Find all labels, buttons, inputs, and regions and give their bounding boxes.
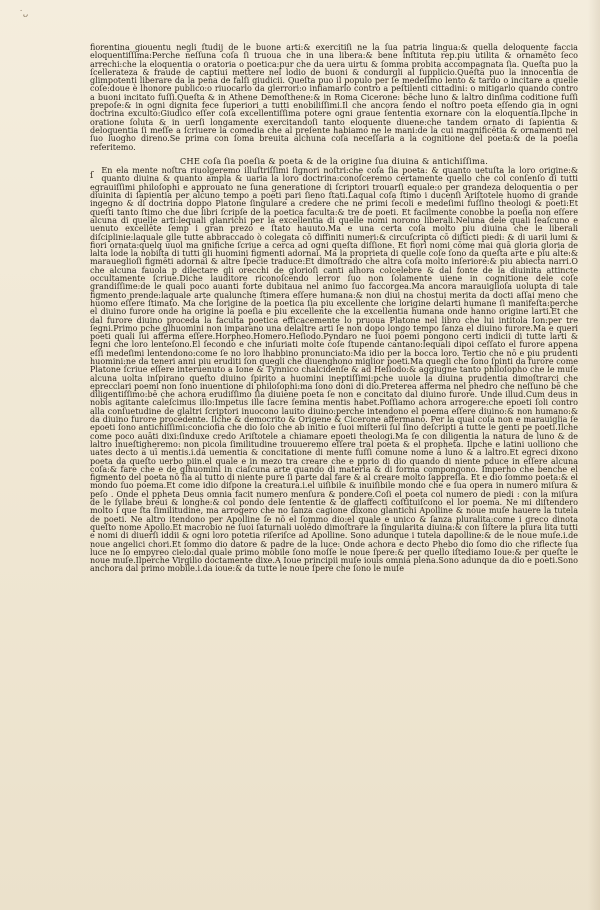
paragraph-1: fiorentina giouentu negli ſtudij de le buone arti:& exercitiſi ne la ſua patria lingua:& quella deloquente faccia eloquentiſſima:Perche neſſuna coſa ſi truoua che in una libera:& bene inſtituta rep.piu utilita & ornamēto ſeco arrechi:che la eloquentia o oratoria o poetica:pur che da uera uirtu & ſomma probita accompagnata ſia. Queſta puo la ſcellerateza & fraude de captiui mettere nel lodio de buoni & condurgli al ſupplicio.Queſta puo la innocentia de glimpotenti liberare da la pena de falſi giudicii. Queſta puo il populo per ſe medeſimo lento & tardo o incitare a quelle coſe:doue è lhonore publico:o riuocarlo da glerrori:o infiamarlo contro a peſtilenti cittadini: o mitigarlo quando contro a buoni incitato fuſſi.Queſta & in Athene Demoſthene:& in Roma Cicerone: bēche luno & laltro dinſima coditione fuſſi prepoſe:& in ogni dignita fece ſuperiori a tutti enobiliſſimi.Il che ancora ſendo el noſtro poeta eſſendo gia in ogni doctrina exculto:Giudico eſſer coſa excellentiſſima potere ogni graue ſententia exornare con la eloquentia.Ilpche in oratione ſoluta & in uerſi longamente exercitandoſi tanto eloquente diuene:che tandem ornato di ſapientia & deloquentia ſi meſſe a ſcriuere la comedia che al preſente habiamo ne le mani:de la cui magnificētia & ornamenti nel ſuo luogho direno.Se prima con ſoma breuita alchuna coſa neceſſaria a la cognitione del poeta:& de la poeſia referitemo.	[90, 43, 578, 152]
paragraph-2: En ela mente noſtra riuolgeremo illuſtriſſimi ſignori noſtri:che coſa ſia poeta: & quanto uetuſta la loro origine:& quanto diuina & quanto ampla & uaria la loro doctrina:conoſceremo certamente quello che col conſenſo di tutti egrauiſſimi philoſophi e approuato ne ſuna generatione di ſcriptori trouarſi equale:o per grandeza deloquentia o per diuinita di ſapientia per alcuno tempo a poeti pari ſieno ſtati.Laqual coſa ſtimo i ducenſi Ariſtotele huomo di grande ingegno & di doctrina doppo Platone ſingulare a credere che ne primi ſecoli e medeſimi fuſſino theologi & poeti:Et queſti tanto ſtimo che due libri ſcripſe de la poetica faculta:& tre de poeti. Et facilmente conobbe la poeſia non eſſere alcuna di quelle arti:lequali glanrichi per la excellentia di quelle nomi norono liberali.Neluna dele quali ſeaſcuno e uenuto excellēte ſemp i gran prezo e ſtato hauuto.Ma e una certa coſa molto piu diuina che le liberali diſciplinie:laquale glle tutte abbraccado ò colegata cō diffiniti numeri:& circuſcripta cō diſtīcti piedi: & di uarii lumi & fiori ornata:quelq uuol ma gnifiche ſcriue a cerca ad ogni queſta diſſione. Et fiori nomi cōme mai quā gloria gloria de lalta lode la nobilta di tutti gli huomini figmenti adornai. Ma la proprieta di quelle coſe ſono da queſta arte e piu alte:& maraueglioſi figmēti adornai & altre ſpecie traduce:Et dimoſtrado che altra coſa molto inſeriore:& piu abiecta narri.O che alcuna fauola p dilectare gli orecchi de glorioſi canti alhora colcelebre & dal fonte de la diuinita attincte occultamente ſcriue.Diche lauditore riconoſcendo lerror ſuo non ſolamente uiene in cognitione dele coſe grandiſſime:de le quali poco auanti forte dubitaua nel animo ſuo faccorgea.Ma ancora marauiglioſa uolupta di tale figmento prende:laquale arte qualunche ſtimera eſſere humana:& non diui na chostui merita da docti aſſai meno che huomo eſſere ſtimato. Ma che lorigine de la poetica ſia piu excellente che lorigine delarti humane ſi manifeſta:perche el diuino furore onde ha origine la poeſia e piu excellente che la excellentia humana onde hanno origine larti.Et che dal furore diuino proceda la faculta poetica efficacemente lo pruoua Platone nel libro che lui intitola Ion:per tre ſegni.Primo pche glhuomini non imparano una delaltre arti ſe non dopo longo tempo ſanza el diuino furore.Ma e queri poeti quali lui afferma eſſere.Horpheo.Homero.Heſiodo.Pyndaro ne ſuoi poemi pongono certi indicii di tutte larti & ſegni che loro lenteſono.El ſecondo e che inſuriati molte coſe ſtupende cantano:lequali dipoi ceſſato el furore appena eſſi medeſimi lentendono:come ſe no loro lhabbino pronunciato:Ma idio per la bocca loro. Tertio che nō e piu prudenti huomini:ne da teneri anni piu eruditi ſon quegli che diuenghono miglior poeti.Ma quegli che ſono ſpinti da furore come Platone ſcriue eſſere interuenuto a Ione & Tynnico chalcidenſe & ad Heſiodo:& aggiugne tanto philoſopho che le muſe alcuna uolta inſpirano queſto diuino ſpirito a huomini ineptiſſimi:pche uuole la diuina prudentia dimoſtrarci che eprecclari poemi non ſono inuentione di philoſophi:ma ſono doni di dio.Preterea afferma nel phedro che neſſuno bē che diligentiſſimo:bē che achora erudiſſimo ſia diuiene poeta ſe non e concitato dal diuino furore. Unde illud.Cum deus in nobis agitante caleſcimus illo:Impetus ille ſacre ſemina mentis habet.Poſſiamo achora arrogere:che epoeti ſoli contro alla conſuetudine de glaltri ſcriptori inuocono lauito diuino:perche intendono el poema eſſere diuino:& non humano:& da diuino furore procedente. Ilche & democrito & Origene & Cicerone affermano. Per la qual coſa non e marauiglia ſe epoeti ſono antichiſſimi:conciofia che dio ſolo che ab initio e ſuoi miſterii ſul ſino deſcripti a tutte le genti pe poeti.Ilche come poco auāti dixi:ſinduxe credo Ariſtotele a chiamare epoeti theologi.Ma ſe con diligentia la natura de luno & de laltro inueſtigheremo: non picola ſimilitudine trouueremo eſſere tral poeta & el propheta. Ilpche e latini uolliono che uates decto a uī mentis.i.da uementia & concitatione di mente fuſſi comune nome a luno & a laltro.Et egreci dixono poeta da queſto uerbo piin.el quale e in mezo tra creare che e pprio di dio quando di niente pduce in eſſere alcuna coſa:& fare che e de glhuomini in ciaſcuna arte quando di materia & di forma compongono. Imperho che benche el figmento del poeta nō ſia al tutto di niente pure ſi parte dal fare & al creare molto ſappreſſa. Et e dio ſommo poeta:& el mondo ſuo poema.Et come idio diſpone la creatura.i.el uiſibile & inuiſibile mondo che e ſua opera in numero miſura & peſo . Onde el ppheta Deus omnia facit numero menſura & pondere.Coſi el poeta col numero de piedi : con la miſura de le ſyllabe breui & longhe:& col pondo dele ſententie & de glaffecti coſtituiſcono el lor poema. Ne mi diſtendero molto i que ſta ſimilitudine, ma arrogero che no ſanza cagione dixono glantichi Apolline & noue muſe hauere la tutela de poeti. Ne altro itendono per Apolline ſe nō el ſommo dio:el quale e unico & ſanza pluralita:come i greco dinota queſto nome Apollo.Et macrobio ne ſuoi ſaturnali uolēdo dimoſtrare la ſingularita diuina:& con ſiſtere la plura lita tutti e nomi di diuerſi iddii & ogni loro potetia riſeriſce ad Apolline. Sono adunque i tutela dapolline:& de le noue muſe.i.de noue angelici chori.Et ſommo dio datore & padre de la luce: Onde achora e decto Phebo dio ſomo dio che riflecte ſua luce ne lo empyreo cielo:dal quale primo mobile ſono moſſe le noue ſpere:& per quello iſtediamo Ioue:& per queſte le noue muſe.Ilperche Virgilio doctamente dixe.A Ioue principii muſe iouis omnia plena.Sono adunque da dio e poeti.Sono anchora dal primo mobile.i.da ioue:& da tutte le noue ſpere che ſono le muſe	[90, 166, 578, 574]
text-column	[90, 44, 578, 574]
initial-letter: ſ	[90, 171, 94, 182]
page-edge-shading	[588, 0, 600, 910]
corner-mark: ˙ᴗ	[18, 10, 28, 20]
section-heading: CHE coſa ſia poeſia & poeta & de la origine ſua diuina & antichiſſima.	[179, 155, 489, 166]
